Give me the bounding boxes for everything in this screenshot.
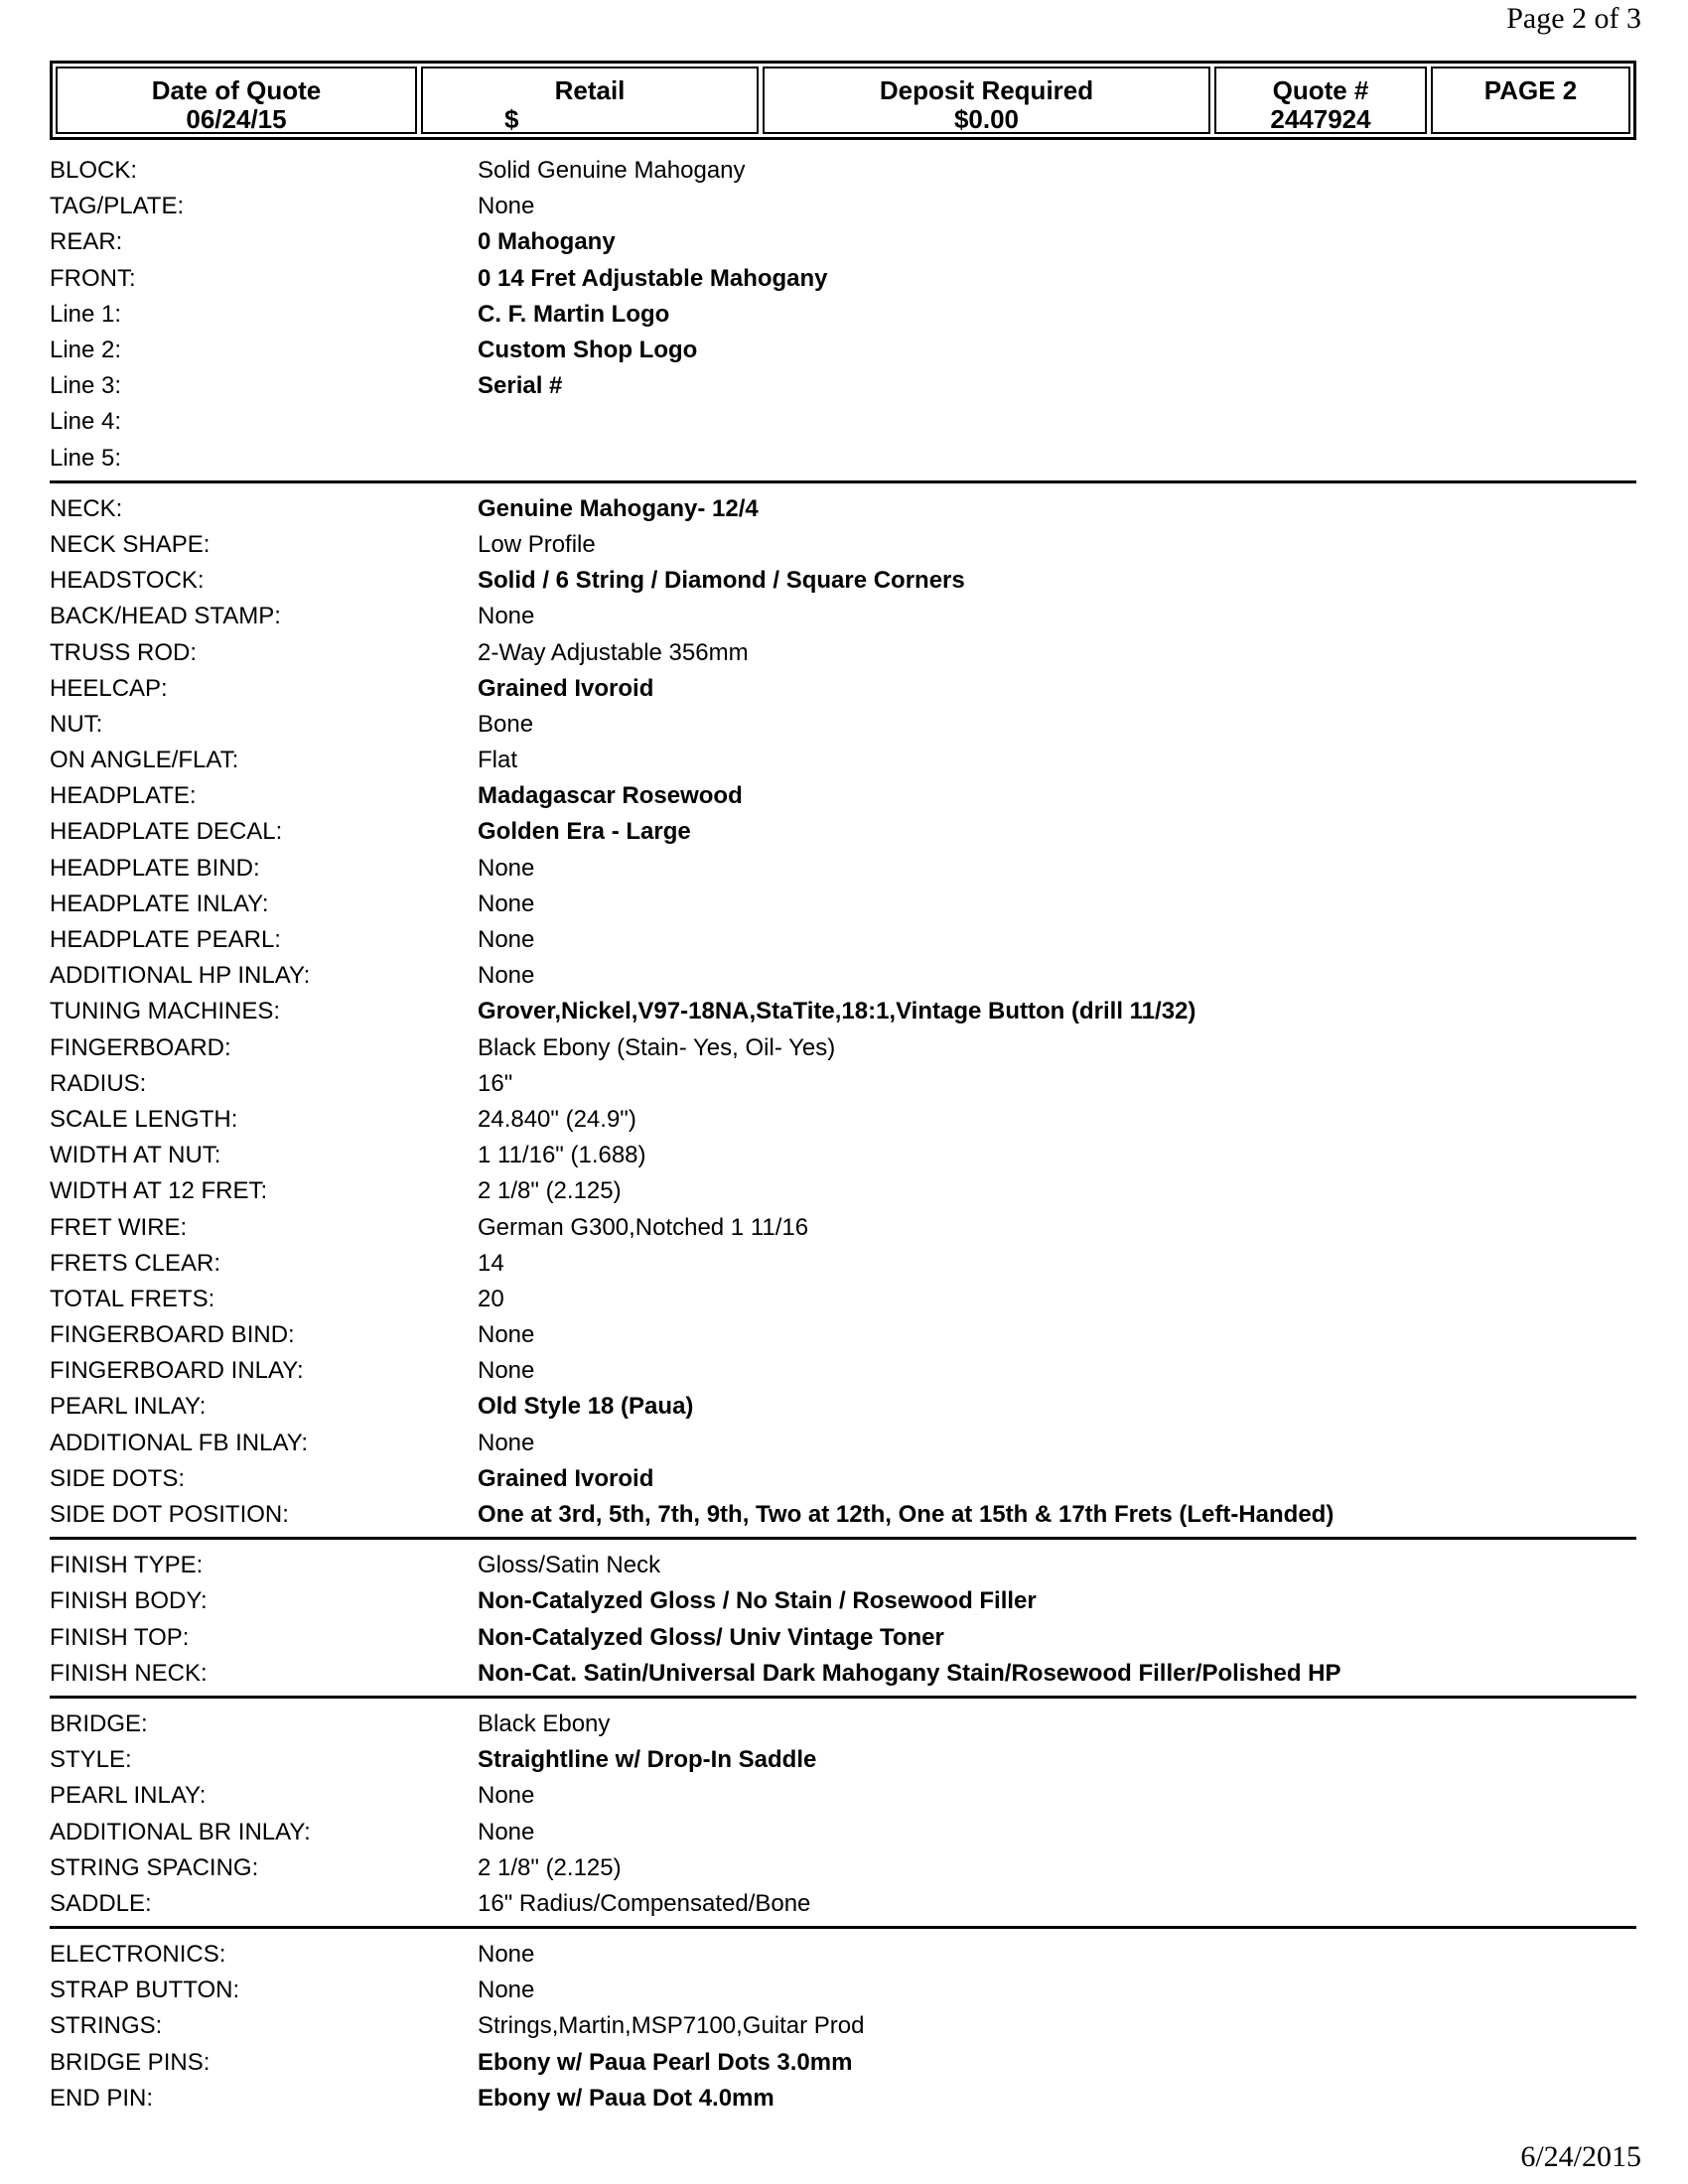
- spec-label: FRETS CLEAR:: [50, 1249, 221, 1277]
- spec-value: Straightline w/ Drop-In Saddle: [478, 1746, 817, 1774]
- spec-value: Old Style 18 (Paua): [478, 1393, 694, 1421]
- spec-row: [50, 958, 1636, 994]
- spec-label: ELECTRONICS:: [50, 1941, 226, 1969]
- spec-label: ADDITIONAL HP INLAY:: [50, 962, 311, 990]
- spec-row: [50, 1886, 1636, 1922]
- spec-label: WIDTH AT NUT:: [50, 1142, 221, 1169]
- spec-value: Golden Era - Large: [478, 818, 691, 846]
- footer-date: 6/24/2015: [1520, 2140, 1641, 2173]
- spec-row: [50, 1850, 1636, 1886]
- spec-value: None: [478, 1977, 535, 2004]
- spec-label: HEADSTOCK:: [50, 567, 205, 595]
- spec-label: FINGERBOARD INLAY:: [50, 1357, 304, 1385]
- spec-label: Line 1:: [50, 300, 122, 328]
- spec-label: SADDLE:: [50, 1889, 152, 1917]
- spec-value: None: [478, 962, 535, 990]
- spec-value: Grained Ivoroid: [478, 1464, 654, 1492]
- spec-row: [50, 333, 1636, 368]
- spec-value: None: [478, 889, 535, 917]
- spec-value: Non-Catalyzed Gloss / No Stain / Rosewood Filler: [478, 1587, 1037, 1615]
- page-indicator: Page 2 of 3: [1506, 2, 1641, 35]
- spec-value: 14: [478, 1249, 504, 1277]
- spec-row: [50, 1066, 1636, 1102]
- spec-row: [50, 1138, 1636, 1173]
- spec-label: TRUSS ROD:: [50, 638, 198, 666]
- retail-value: $: [504, 104, 519, 134]
- spec-value: None: [478, 1818, 535, 1845]
- spec-value: Grained Ivoroid: [478, 674, 654, 702]
- spec-row: [50, 778, 1636, 814]
- spec-label: HEELCAP:: [50, 674, 168, 702]
- spec-value: 0 Mahogany: [478, 228, 616, 256]
- spec-value: Genuine Mahogany- 12/4: [478, 494, 759, 522]
- spec-label: END PIN:: [50, 2084, 154, 2112]
- spec-value: Low Profile: [478, 530, 596, 558]
- retail-label: Retail: [554, 75, 626, 105]
- spec-value: None: [478, 1429, 535, 1456]
- spec-row: [50, 1102, 1636, 1138]
- spec-label: Line 3:: [50, 372, 122, 400]
- spec-label: FINISH TOP:: [50, 1623, 190, 1651]
- spec-row: [50, 994, 1636, 1029]
- spec-label: HEADPLATE PEARL:: [50, 926, 281, 954]
- retail-cell: [421, 67, 759, 134]
- spec-label: STRINGS:: [50, 2012, 163, 2040]
- spec-row: [50, 887, 1636, 922]
- spec-value: Non-Catalyzed Gloss/ Univ Vintage Toner: [478, 1623, 944, 1651]
- spec-row: [50, 1426, 1636, 1461]
- spec-value: 2 1/8" (2.125): [478, 1853, 622, 1881]
- spec-row: [50, 1742, 1636, 1778]
- spec-value: Ebony w/ Paua Pearl Dots 3.0mm: [478, 2048, 853, 2076]
- spec-row: [50, 671, 1636, 707]
- spec-row: [50, 153, 1636, 189]
- spec-value: 16": [478, 1069, 513, 1097]
- spec-label: PEARL INLAY:: [50, 1782, 207, 1810]
- spec-label: WIDTH AT 12 FRET:: [50, 1177, 268, 1205]
- spec-row: [50, 599, 1636, 634]
- spec-label: BACK/HEAD STAMP:: [50, 603, 281, 630]
- spec-row: [50, 851, 1636, 887]
- spec-row: [50, 1497, 1636, 1533]
- spec-value: None: [478, 1782, 535, 1810]
- spec-label: SCALE LENGTH:: [50, 1105, 238, 1133]
- spec-value: Custom Shop Logo: [478, 337, 698, 364]
- spec-label: FINISH NECK:: [50, 1659, 208, 1687]
- spec-label: ON ANGLE/FLAT:: [50, 747, 239, 774]
- spec-label: BRIDGE:: [50, 1709, 148, 1737]
- spec-value: Strings,Martin,MSP7100,Guitar Prod: [478, 2012, 865, 2040]
- spec-row: [50, 1030, 1636, 1066]
- spec-label: TAG/PLATE:: [50, 193, 185, 220]
- spec-value: 2 1/8" (2.125): [478, 1177, 622, 1205]
- spec-label: HEADPLATE DECAL:: [50, 818, 283, 846]
- spec-label: REAR:: [50, 228, 123, 256]
- spec-label: Line 5:: [50, 444, 122, 472]
- spec-row: [50, 1246, 1636, 1282]
- spec-label: Line 2:: [50, 337, 122, 364]
- spec-value: 1 11/16" (1.688): [478, 1142, 646, 1169]
- spec-label: TOTAL FRETS:: [50, 1285, 215, 1312]
- spec-row: [50, 922, 1636, 958]
- spec-row: [50, 707, 1636, 743]
- spec-value: Black Ebony (Stain- Yes, Oil- Yes): [478, 1033, 836, 1061]
- spec-value: None: [478, 1357, 535, 1385]
- spec-row: [50, 1209, 1636, 1245]
- spec-label: HEADPLATE BIND:: [50, 854, 260, 882]
- spec-label: BRIDGE PINS:: [50, 2048, 211, 2076]
- quote-number-cell: [1214, 67, 1427, 134]
- section-bridge: [50, 1706, 1636, 1929]
- spec-label: HEADPLATE INLAY:: [50, 889, 269, 917]
- page-label-cell: [1431, 67, 1630, 134]
- spec-value: Solid Genuine Mahogany: [478, 157, 746, 185]
- spec-row: [50, 404, 1636, 440]
- spec-value: None: [478, 854, 535, 882]
- spec-label: FRONT:: [50, 264, 136, 292]
- spec-row: [50, 527, 1636, 563]
- spec-label: PEARL INLAY:: [50, 1393, 207, 1421]
- spec-value: None: [478, 193, 535, 220]
- section-block: [50, 153, 1636, 483]
- section-finish: [50, 1548, 1636, 1699]
- spec-value: 24.840" (24.9"): [478, 1105, 636, 1133]
- spec-label: STRING SPACING:: [50, 1853, 259, 1881]
- spec-label: NECK:: [50, 494, 123, 522]
- spec-label: NECK SHAPE:: [50, 530, 211, 558]
- spec-row: [50, 189, 1636, 224]
- spec-row: [50, 261, 1636, 297]
- spec-row: [50, 1282, 1636, 1317]
- spec-value: Flat: [478, 747, 518, 774]
- page-label: PAGE 2: [1483, 75, 1578, 105]
- spec-sections: [50, 153, 1636, 2128]
- section-electronics: [50, 1937, 1636, 2120]
- spec-row: [50, 634, 1636, 670]
- quote-number-label: Quote #: [1272, 75, 1369, 105]
- spec-value: Non-Cat. Satin/Universal Dark Mahogany Stain/Rosewood Filler/Polished HP: [478, 1659, 1341, 1687]
- spec-label: FRET WIRE:: [50, 1213, 188, 1241]
- spec-label: SIDE DOT POSITION:: [50, 1501, 289, 1529]
- spec-row: [50, 743, 1636, 778]
- deposit-required-value: $0.00: [953, 104, 1020, 134]
- spec-label: FINISH BODY:: [50, 1587, 208, 1615]
- spec-value: Serial #: [478, 372, 563, 400]
- spec-value: Ebony w/ Paua Dot 4.0mm: [478, 2084, 774, 2112]
- section-neck: [50, 491, 1636, 1540]
- spec-row: [50, 814, 1636, 850]
- spec-row: [50, 1656, 1636, 1692]
- spec-label: ADDITIONAL FB INLAY:: [50, 1429, 309, 1456]
- quote-number-value: 2447924: [1270, 104, 1371, 134]
- spec-value: Black Ebony: [478, 1709, 611, 1737]
- spec-row: [50, 1548, 1636, 1583]
- spec-value: None: [478, 1321, 535, 1349]
- spec-row: [50, 441, 1636, 477]
- spec-value: None: [478, 603, 535, 630]
- spec-label: STRAP BUTTON:: [50, 1977, 240, 2004]
- spec-row: [50, 1353, 1636, 1389]
- spec-label: BLOCK:: [50, 157, 138, 185]
- spec-value: None: [478, 926, 535, 954]
- spec-value: Bone: [478, 710, 534, 738]
- spec-label: FINGERBOARD:: [50, 1033, 231, 1061]
- spec-row: [50, 1173, 1636, 1209]
- spec-label: TUNING MACHINES:: [50, 998, 281, 1025]
- date-of-quote-cell: [56, 67, 417, 134]
- spec-value: None: [478, 1941, 535, 1969]
- spec-row: [50, 1973, 1636, 2008]
- spec-label: HEADPLATE:: [50, 782, 197, 810]
- spec-label: FINISH TYPE:: [50, 1552, 204, 1579]
- spec-row: [50, 368, 1636, 404]
- date-of-quote-label: Date of Quote: [151, 75, 322, 105]
- spec-value: Gloss/Satin Neck: [478, 1552, 661, 1579]
- spec-row: [50, 224, 1636, 260]
- deposit-required-label: Deposit Required: [879, 75, 1094, 105]
- spec-value: German G300,Notched 1 11/16: [478, 1213, 809, 1241]
- spec-row: [50, 2045, 1636, 2081]
- spec-row: [50, 1937, 1636, 1973]
- spec-value: 16" Radius/Compensated/Bone: [478, 1889, 811, 1917]
- spec-label: SIDE DOTS:: [50, 1464, 186, 1492]
- spec-value: Grover,Nickel,V97-18NA,StaTite,18:1,Vintage Button (drill 11/32): [478, 998, 1196, 1025]
- spec-row: [50, 2008, 1636, 2044]
- spec-value: Solid / 6 String / Diamond / Square Corners: [478, 567, 965, 595]
- spec-row: [50, 563, 1636, 599]
- spec-value: C. F. Martin Logo: [478, 300, 670, 328]
- spec-row: [50, 1583, 1636, 1619]
- spec-row: [50, 2081, 1636, 2116]
- deposit-required-cell: [763, 67, 1210, 134]
- spec-label: Line 4:: [50, 408, 122, 436]
- spec-row: [50, 1814, 1636, 1849]
- spec-value: 20: [478, 1285, 504, 1312]
- spec-row: [50, 1461, 1636, 1497]
- quote-header-table: [50, 61, 1636, 140]
- spec-value: Madagascar Rosewood: [478, 782, 743, 810]
- spec-value: 0 14 Fret Adjustable Mahogany: [478, 264, 828, 292]
- spec-value: 2-Way Adjustable 356mm: [478, 638, 749, 666]
- spec-label: ADDITIONAL BR INLAY:: [50, 1818, 311, 1845]
- spec-row: [50, 1317, 1636, 1353]
- spec-value: One at 3rd, 5th, 7th, 9th, Two at 12th, One at 15th & 17th Frets (Left-Handed): [478, 1501, 1335, 1529]
- spec-row: [50, 297, 1636, 333]
- spec-label: RADIUS:: [50, 1069, 147, 1097]
- spec-row: [50, 1389, 1636, 1425]
- spec-row: [50, 1706, 1636, 1742]
- spec-row: [50, 491, 1636, 527]
- spec-label: NUT:: [50, 710, 103, 738]
- spec-row: [50, 1778, 1636, 1814]
- date-of-quote-value: 06/24/15: [186, 104, 287, 134]
- spec-label: STYLE:: [50, 1746, 132, 1774]
- spec-row: [50, 1620, 1636, 1656]
- spec-label: FINGERBOARD BIND:: [50, 1321, 295, 1349]
